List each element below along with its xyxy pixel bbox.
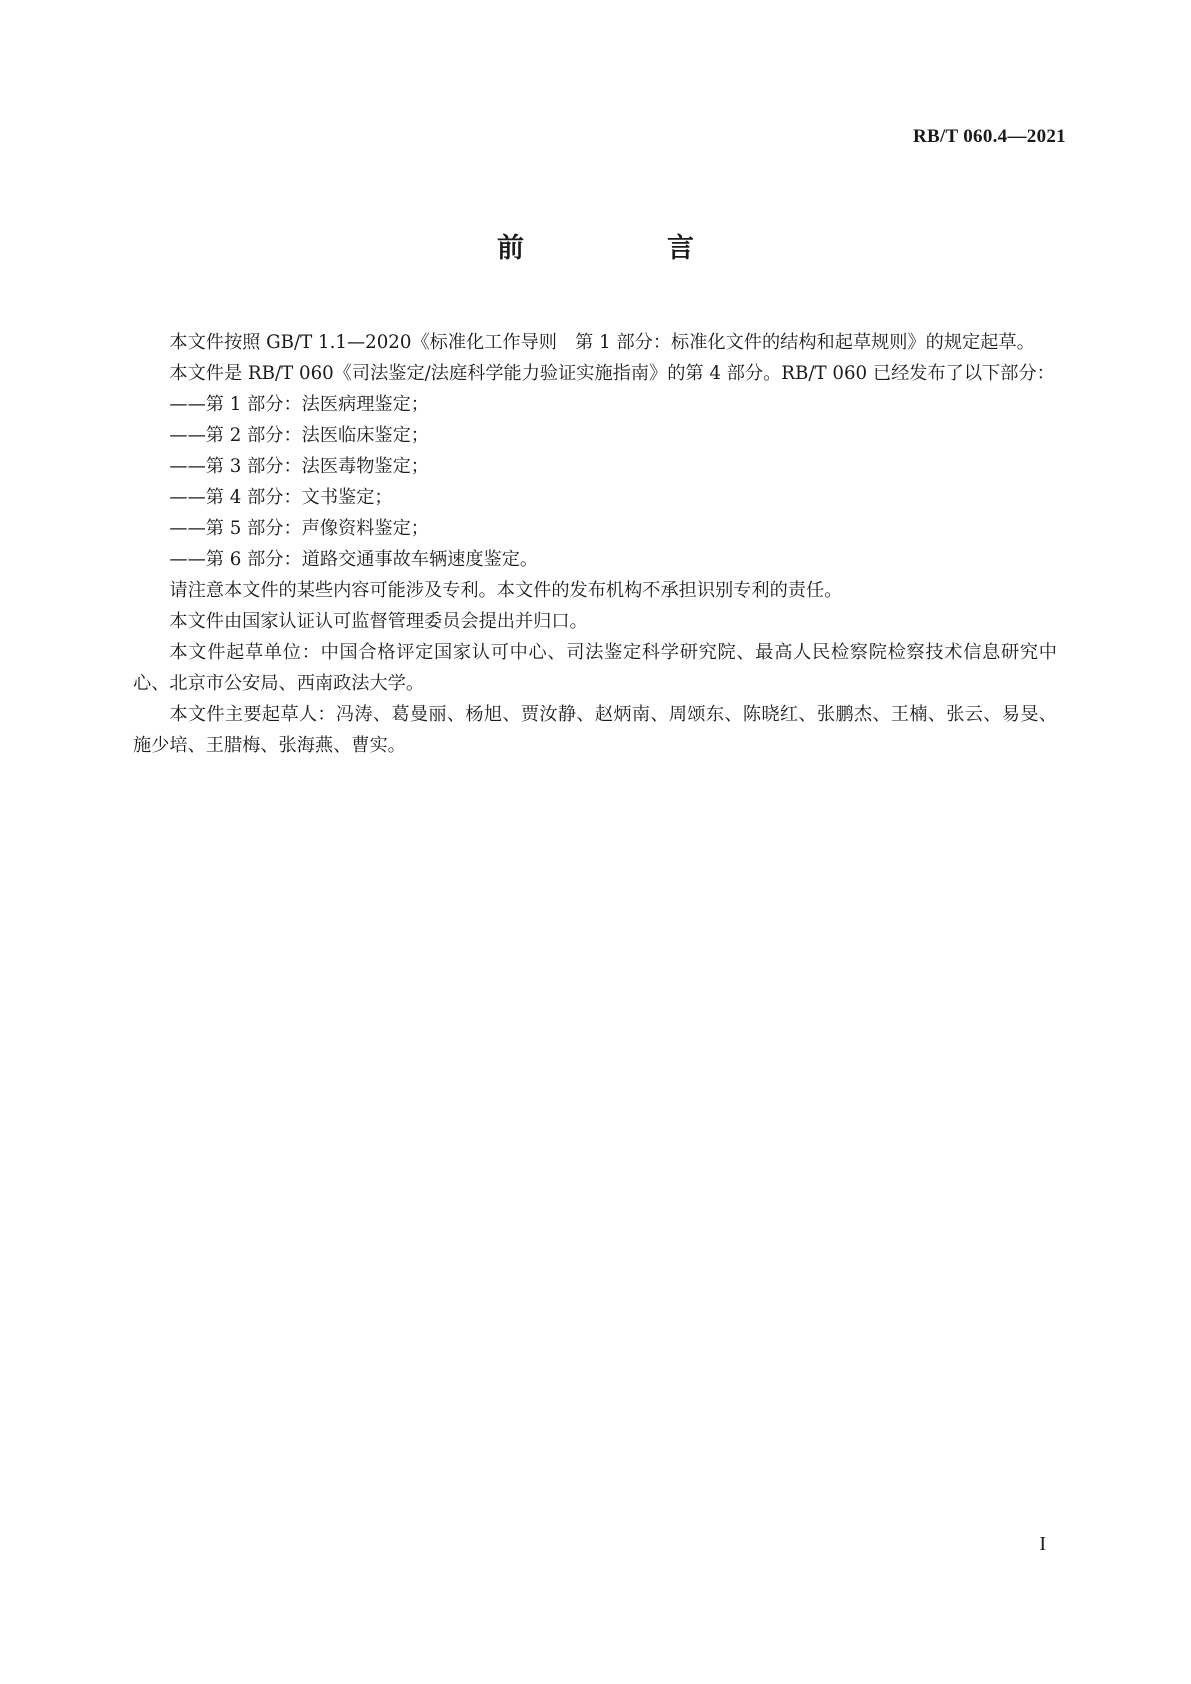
list-item-part-1: ——第 1 部分：法医病理鉴定； <box>169 394 429 415</box>
page-title: 前 言 <box>497 233 752 264</box>
document-body <box>133 327 1057 761</box>
list-item-part-5: ——第 5 部分：声像资料鉴定； <box>169 518 429 539</box>
paragraph-drafting-units: 本文件起草单位：中国合格评定国家认可中心、司法鉴定科学研究院、最高人民检察院检察技术信息研究中心、北京市公安局、西南政法大学。 <box>133 642 1057 694</box>
paragraph-drafters: 本文件主要起草人：冯涛、葛曼丽、杨旭、贾汝静、赵炳南、周颂东、陈晓红、张鹏杰、王楠、张云、易旻、施少培、王腊梅、张海燕、曹实。 <box>133 704 1057 756</box>
paragraph-patent-notice: 请注意本文件的某些内容可能涉及专利。本文件的发布机构不承担识别专利的责任。 <box>169 580 843 601</box>
list-item-part-6: ——第 6 部分：道路交通事故车辆速度鉴定。 <box>169 549 539 570</box>
standard-code: RB/T 060.4—2021 <box>912 126 1066 147</box>
list-item-part-3: ——第 3 部分：法医毒物鉴定； <box>169 456 429 477</box>
paragraph-series-intro: 本文件是 RB/T 060《司法鉴定/法庭科学能力验证实施指南》的第 4 部分。RB/T 060 已经发布了以下部分： <box>169 363 1055 384</box>
list-item-part-2: ——第 2 部分：法医临床鉴定； <box>169 425 429 446</box>
list-item-part-4: ——第 4 部分：文书鉴定； <box>169 487 393 508</box>
paragraph-drafting-rules: 本文件按照 GB/T 1.1—2020《标准化工作导则 第 1 部分：标准化文件的结构和起草规则》的规定起草。 <box>169 332 1035 353</box>
paragraph-proposer: 本文件由国家认证认可监督管理委员会提出并归口。 <box>169 611 588 632</box>
page-number: I <box>1039 1533 1046 1555</box>
